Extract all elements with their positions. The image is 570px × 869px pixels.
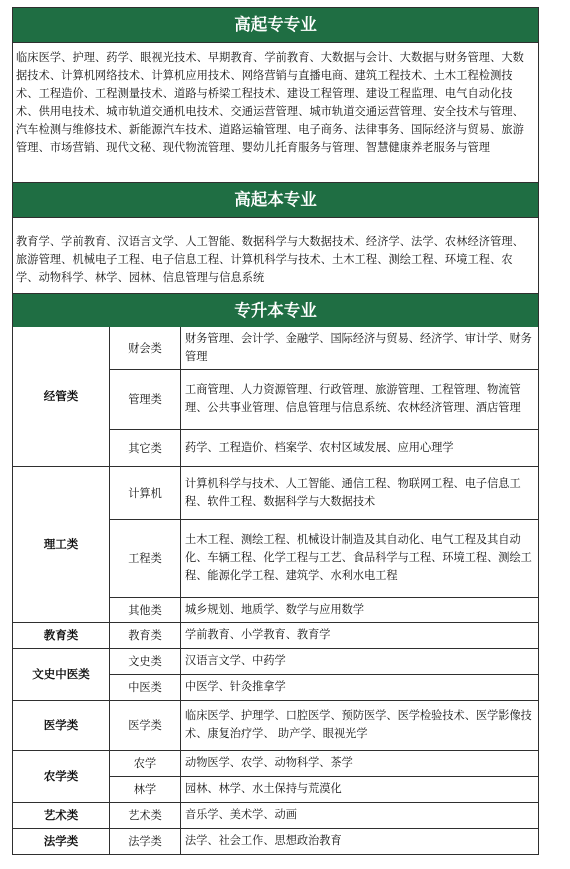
subcategory-cell: 法学类 [110,828,181,854]
subcategory-cell: 教育类 [110,622,181,648]
table-row [13,327,538,369]
majors-cell: 土木工程、测绘工程、机械设计制造及其自动化、电气工程及其自动化、车辆工程、化学工程与工艺、食品科学与工程、环境工程、测绘工程、能源化学工程、建筑学、水利水电工程 [181,519,539,597]
majors-document [12,7,539,855]
majors-cell: 汉语言文学、中药学 [181,648,539,674]
subcategory-cell: 其他类 [110,597,181,622]
majors-cell: 工商管理、人力资源管理、行政管理、旅游管理、工程管理、物流管理、公共事业管理、信息管理与信息系统、农林经济管理、酒店管理 [181,369,539,429]
table-row [13,828,538,854]
table-row [13,802,538,828]
zhuanshengben-table [13,327,538,854]
majors-cell: 城乡规划、地质学、数学与应用数学 [181,597,539,622]
section-title-gaoqizhuan: 高起专专业 [13,8,538,43]
section-title-zhuanshengben: 专升本专业 [13,294,538,327]
table-row [13,648,538,674]
subcategory-cell: 医学类 [110,700,181,750]
subcategory-cell: 林学 [110,776,181,802]
category-cell: 文史中医类 [13,648,110,700]
section-text-gaoqiben: 教育学、学前教育、汉语言文学、人工智能、数据科学与大数据技术、经济学、法学、农林经济管理、旅游管理、机械电子工程、电子信息工程、计算机科学与技术、土木工程、测绘工程、环境工程、农学、动物科学、林学、园林、信息管理与信息系统 [13,218,538,294]
subcategory-cell: 中医类 [110,674,181,700]
table-row [13,700,538,750]
majors-cell: 财务管理、会计学、金融学、国际经济与贸易、经济学、审计学、财务管理 [181,327,539,369]
category-cell: 医学类 [13,700,110,750]
majors-cell: 音乐学、美术学、动画 [181,802,539,828]
table-row [13,750,538,776]
section-title-gaoqiben: 高起本专业 [13,183,538,218]
subcategory-cell: 工程类 [110,519,181,597]
subcategory-cell: 财会类 [110,327,181,369]
majors-cell: 园林、林学、水土保持与荒漠化 [181,776,539,802]
subcategory-cell: 其它类 [110,429,181,466]
category-cell: 教育类 [13,622,110,648]
majors-cell: 学前教育、小学教育、教育学 [181,622,539,648]
majors-cell: 药学、工程造价、档案学、农村区域发展、应用心理学 [181,429,539,466]
category-cell: 经管类 [13,327,110,466]
subcategory-cell: 文史类 [110,648,181,674]
category-cell: 法学类 [13,828,110,854]
table-row [13,466,538,519]
category-cell: 理工类 [13,466,110,622]
category-cell: 农学类 [13,750,110,802]
majors-cell: 计算机科学与技术、人工智能、通信工程、物联网工程、电子信息工程、软件工程、数据科学与大数据技术 [181,466,539,519]
majors-cell: 临床医学、护理学、口腔医学、预防医学、医学检验技术、医学影像技术、康复治疗学、 助产学、眼视光学 [181,700,539,750]
subcategory-cell: 管理类 [110,369,181,429]
table-row [13,622,538,648]
category-cell: 艺术类 [13,802,110,828]
subcategory-cell: 艺术类 [110,802,181,828]
majors-cell: 法学、社会工作、思想政治教育 [181,828,539,854]
subcategory-cell: 计算机 [110,466,181,519]
subcategory-cell: 农学 [110,750,181,776]
majors-cell: 中医学、针灸推拿学 [181,674,539,700]
section-text-gaoqizhuan: 临床医学、护理、药学、眼视光技术、早期教育、学前教育、大数据与会计、大数据与财务管理、大数据技术、计算机网络技术、计算机应用技术、网络营销与直播电商、建筑工程技术、土木工程检测技术、工程造价、工程测量技术、道路与桥梁工程技术、建设工程管理、建设工程监理、电气自动化技术、供用电技术、城市轨道交通机电技术、交通运营管理、城市轨道交通运营管理、安全技术与管理、汽车检测与维修技术、新能源汽车技术、道路运输管理、电子商务、法律事务、国际经济与贸易、旅游管理、市场营销、现代文秘、现代物流管理、婴幼儿托育服务与管理、智慧健康养老服务与管理 [13,43,538,183]
majors-cell: 动物医学、农学、动物科学、茶学 [181,750,539,776]
